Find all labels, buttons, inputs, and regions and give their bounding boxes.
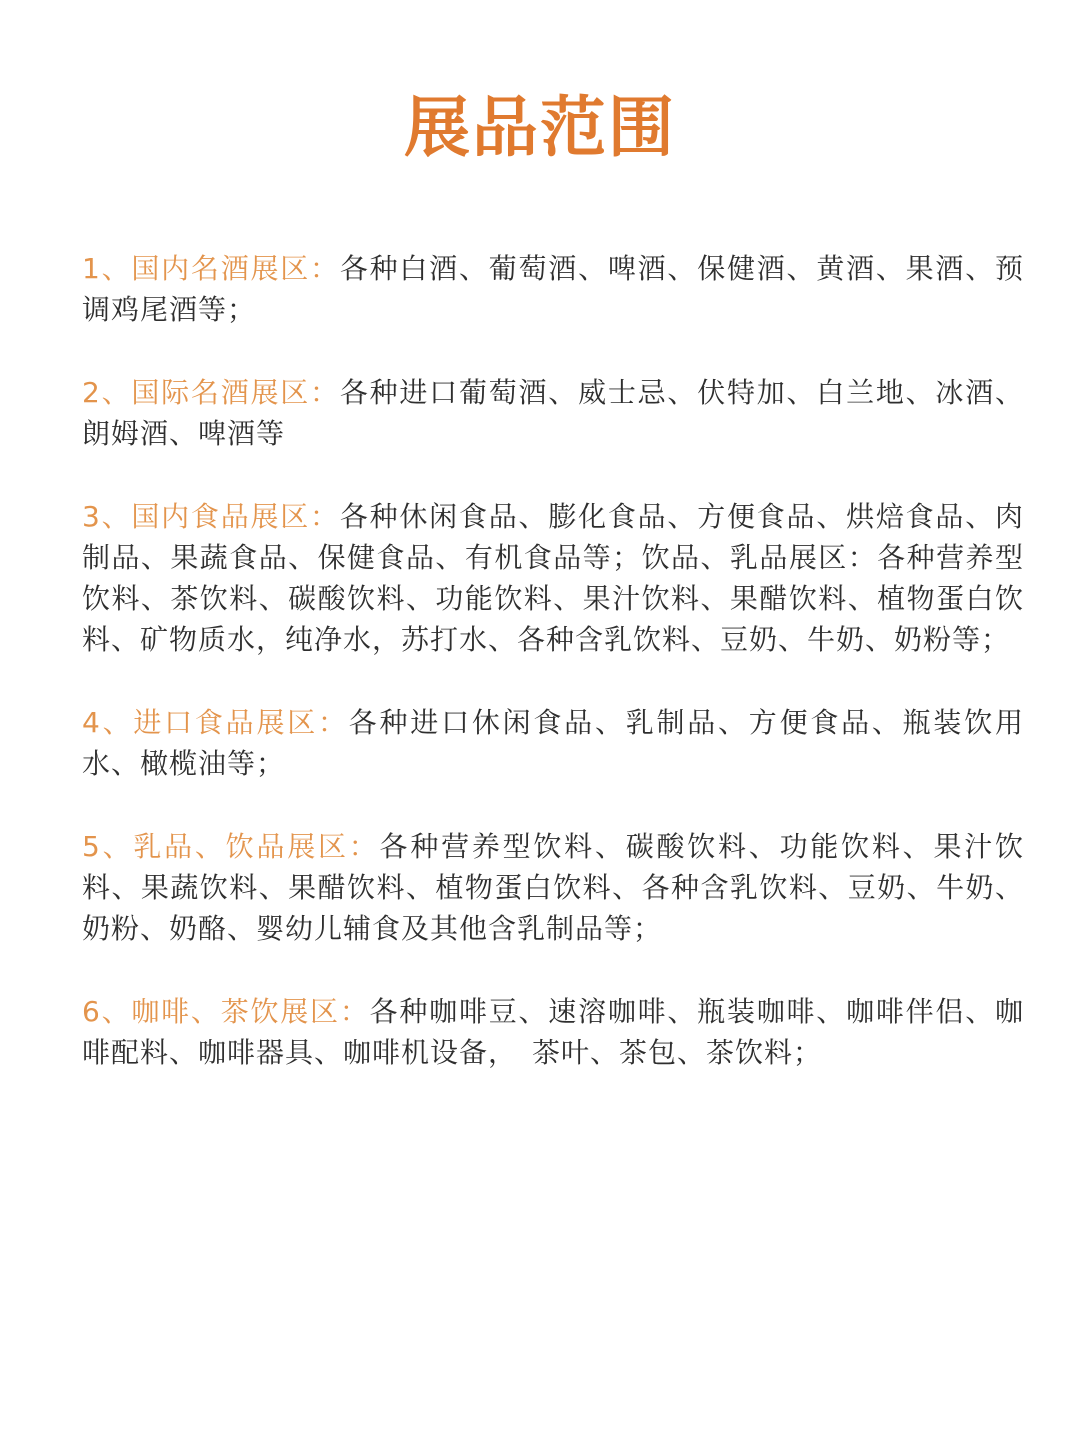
section-label: 2、国际名酒展区： — [82, 376, 340, 409]
section-label: 4、进口食品展区： — [82, 706, 349, 739]
section-content: 各种白酒、葡萄酒、啤酒、保健酒、黄酒、果酒、预调鸡尾酒等； — [82, 252, 1024, 326]
section-international-liquor — [82, 372, 1024, 454]
section-dairy-beverage — [82, 826, 1024, 949]
section-domestic-food — [82, 496, 1024, 660]
section-content: 各种进口葡萄酒、威士忌、伏特加、白兰地、冰酒、朗姆酒、啤酒等 — [82, 376, 1024, 450]
section-label: 1、国内名酒展区： — [82, 252, 340, 285]
section-content: 各种营养型饮料、碳酸饮料、功能饮料、果汁饮料、果蔬饮料、果醋饮料、植物蛋白饮料、各种含乳饮料、豆奶、牛奶、奶粉、奶酪、婴幼儿辅食及其他含乳制品等； — [82, 830, 1024, 945]
section-content: 各种咖啡豆、速溶咖啡、瓶装咖啡、咖啡伴侣、咖啡配料、咖啡器具、咖啡机设备， 茶叶、茶包、茶饮料； — [82, 995, 1024, 1069]
section-content: 各种进口休闲食品、乳制品、方便食品、瓶装饮用水、橄榄油等； — [82, 706, 1024, 780]
section-label: 6、咖啡、茶饮展区： — [82, 995, 370, 1028]
section-imported-food — [82, 702, 1024, 784]
section-content: 各种休闲食品、膨化食品、方便食品、烘焙食品、肉制品、果蔬食品、保健食品、有机食品等；饮品、乳品展区：各种营养型饮料、茶饮料、碳酸饮料、功能饮料、果汁饮料、果醋饮料、植物蛋白饮料、矿物质水，纯净水，苏打水、各种含乳饮料、豆奶、牛奶、奶粉等； — [82, 500, 1024, 656]
page-title: 展品范围 — [404, 89, 676, 166]
exhibit-scope-list — [82, 248, 1024, 1115]
section-label: 5、乳品、饮品展区： — [82, 830, 380, 863]
section-coffee-tea — [82, 991, 1024, 1073]
section-domestic-liquor — [82, 248, 1024, 330]
section-label: 3、国内食品展区： — [82, 500, 340, 533]
